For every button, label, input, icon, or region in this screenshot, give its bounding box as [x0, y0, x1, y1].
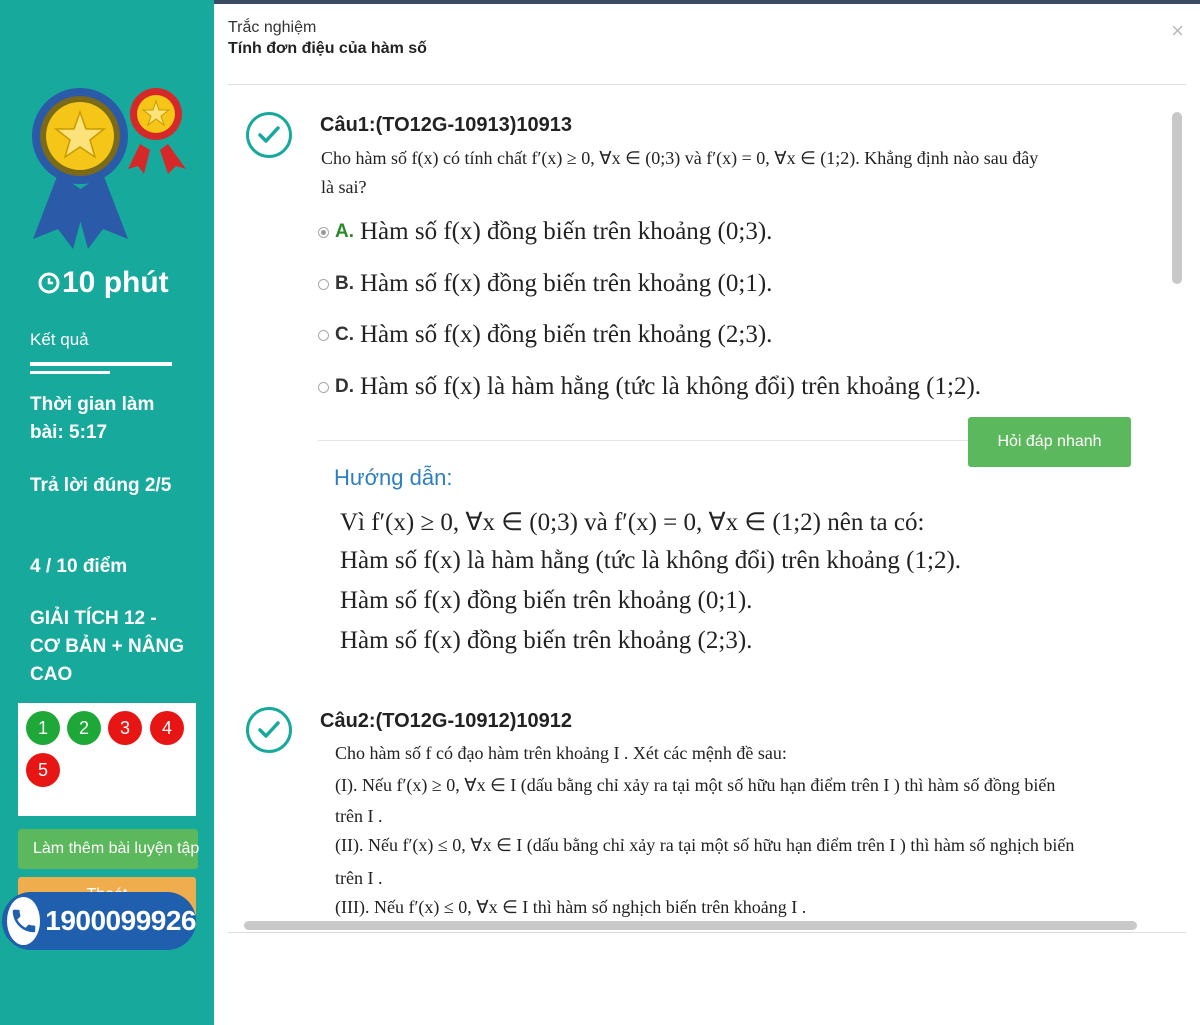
top-strip: [214, 0, 1200, 4]
option-letter: A.: [335, 221, 354, 242]
course-name: GIẢI TÍCH 12 - CƠ BẢN + NÂNG CAO: [30, 608, 184, 685]
question-text: là sai?: [321, 177, 367, 197]
modal-type: Trắc nghiệm: [228, 19, 317, 36]
score: 4 / 10 điểm: [30, 556, 128, 577]
answer-number-1[interactable]: 1: [26, 711, 60, 745]
option-d[interactable]: [318, 370, 981, 404]
radio-button[interactable]: [318, 279, 329, 290]
radio-button[interactable]: [318, 330, 329, 341]
question-text: (II). Nếu f′(x) ≤ 0, ∀x ∈ I (dấu bằng chỉ xảy ra tại một số hữu hạn điểm trên I ) thì hàm số nghịch biến: [335, 835, 1075, 855]
option-letter: C.: [335, 324, 354, 345]
answer-number-4[interactable]: 4: [150, 711, 184, 745]
option-b[interactable]: [318, 267, 772, 301]
option-text: Hàm số f(x) đồng biến trên khoảng (2;3).: [360, 321, 773, 348]
option-letter: D.: [335, 376, 354, 397]
question-title: Câu1:(TO12G-10913)10913: [320, 114, 572, 136]
answer-number-2[interactable]: 2: [67, 711, 101, 745]
quiz-result-modal: [214, 0, 1200, 1025]
radio-button[interactable]: [318, 382, 329, 393]
answer-number-3[interactable]: 3: [108, 711, 142, 745]
practice-more-button[interactable]: Làm thêm bài luyện tập: [18, 829, 198, 869]
result-sidebar: [0, 0, 214, 1025]
guide-title: Hướng dẫn:: [334, 465, 453, 490]
option-letter: B.: [335, 273, 354, 294]
correct-count: Trả lời đúng 2/5: [30, 475, 172, 496]
option-text: Hàm số f(x) đồng biến trên khoảng (0;1).: [360, 270, 773, 297]
question-text: (I). Nếu f′(x) ≥ 0, ∀x ∈ I (dấu bằng chỉ xảy ra tại một số hữu hạn điểm trên I ) thì hàm số đồng biến: [335, 775, 1056, 795]
time-spent: Thời gian làm bài: 5:17: [30, 394, 155, 443]
guide-line: Hàm số f(x) đồng biến trên khoảng (0;1).: [340, 587, 753, 614]
hotline-number: 1900099926: [45, 905, 196, 936]
question-title: Câu2:(TO12G-10912)10912: [320, 710, 572, 732]
modal-title: Tính đơn điệu của hàm số: [228, 40, 427, 57]
radio-button[interactable]: [318, 227, 329, 238]
answer-number-5[interactable]: 5: [26, 753, 60, 787]
quick-ask-button[interactable]: Hỏi đáp nhanh: [968, 417, 1131, 467]
close-icon[interactable]: ×: [1171, 18, 1184, 43]
question-text: trên I .: [335, 806, 383, 826]
divider: [30, 362, 172, 366]
award-ribbon-icon: [28, 84, 198, 254]
option-text: Hàm số f(x) là hàm hằng (tức là không đổi) trên khoảng (1;2).: [360, 373, 982, 400]
hotline-badge[interactable]: [2, 892, 196, 950]
guide-line: Vì f′(x) ≥ 0, ∀x ∈ (0;3) và f′(x) = 0, ∀x ∈ (1;2) nên ta có:: [340, 509, 925, 536]
question-text: Cho hàm số f có đạo hàm trên khoảng I . Xét các mệnh đề sau:: [335, 743, 787, 763]
question-text: Cho hàm số f(x) có tính chất f′(x) ≥ 0, ∀x ∈ (0;3) và f′(x) = 0, ∀x ∈ (1;2). Khẳng định nào sau đây: [321, 148, 1039, 168]
divider: [228, 932, 1186, 933]
question-scroll-area[interactable]: [228, 85, 1188, 931]
horizontal-scrollbar[interactable]: [244, 921, 1137, 930]
correct-check-icon: [246, 112, 292, 158]
question-text: (III). Nếu f′(x) ≤ 0, ∀x ∈ I thì hàm số nghịch biến trên khoảng I .: [335, 897, 807, 917]
time-limit-text: 10 phút: [62, 266, 169, 299]
option-text: Hàm số f(x) đồng biến trên khoảng (0;3).: [360, 218, 773, 245]
option-a[interactable]: [318, 215, 772, 249]
answer-navigator: [18, 703, 196, 816]
question-text: trên I .: [335, 868, 383, 888]
result-label: Kết quả: [30, 330, 89, 349]
guide-line: Hàm số f(x) là hàm hằng (tức là không đổi) trên khoảng (1;2).: [340, 547, 962, 574]
vertical-scrollbar[interactable]: [1172, 112, 1182, 284]
clock-icon: [38, 272, 60, 294]
phone-icon: [7, 897, 40, 945]
time-limit: [38, 266, 169, 300]
option-c[interactable]: [318, 318, 772, 352]
divider: [30, 371, 110, 374]
guide-line: Hàm số f(x) đồng biến trên khoảng (2;3).: [340, 627, 753, 654]
correct-check-icon: [246, 707, 292, 753]
